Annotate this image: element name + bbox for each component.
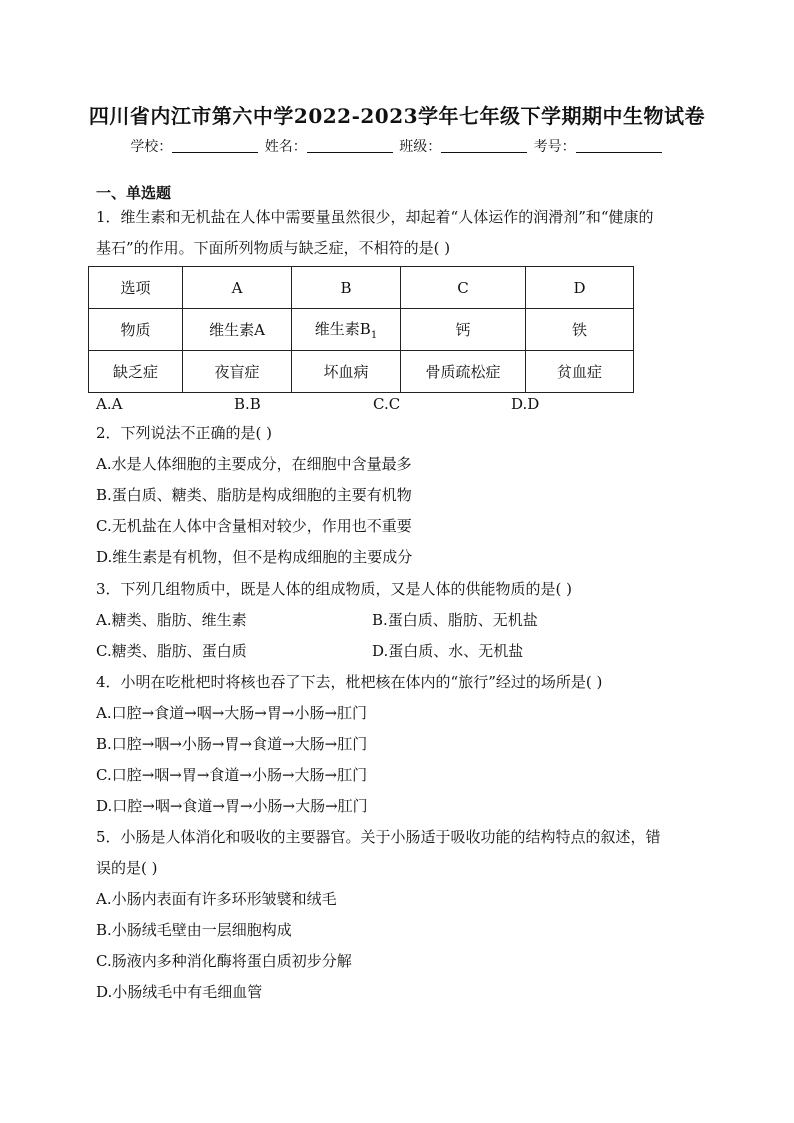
- q4-option-d[interactable]: D.口腔→咽→食道→胃→小肠→大肠→肛门: [96, 797, 368, 815]
- class-label: 班级：: [399, 139, 442, 155]
- school-label: 学校：: [130, 139, 173, 155]
- q3-option-c[interactable]: C.糖类、脂肪、蛋白质: [96, 642, 247, 660]
- q1-table: [88, 266, 634, 393]
- name-blank[interactable]: [307, 138, 393, 153]
- q2-stem: 2．下列说法不正确的是( ): [96, 424, 273, 442]
- q5-option-a[interactable]: A.小肠内表面有许多环形皱襞和绒毛: [96, 890, 337, 908]
- q4-stem: 4．小明在吃枇杷时将核也吞了下去，枇杷核在体内的“旅行”经过的场所是( ): [96, 673, 603, 691]
- table-header-cell: A: [183, 267, 292, 309]
- q3-option-a[interactable]: A.糖类、脂肪、维生素: [96, 611, 247, 629]
- q4-option-c[interactable]: C.口腔→咽→胃→食道→小肠→大肠→肛门: [96, 766, 368, 784]
- q1-option-d[interactable]: D.D: [511, 395, 540, 413]
- table-row-label: 缺乏症: [89, 351, 183, 393]
- school-blank[interactable]: [172, 138, 258, 153]
- table-row-label: 物质: [89, 309, 183, 351]
- q5-option-d[interactable]: D.小肠绒毛中有毛细血管: [96, 983, 263, 1001]
- q1-stem-line1: 1．维生素和无机盐在人体中需要量虽然很少，却起着“人体运作的润滑剂”和“健康的: [96, 208, 654, 226]
- q1-option-a[interactable]: A.A: [96, 395, 123, 413]
- table-row: [89, 351, 634, 393]
- q2-option-a[interactable]: A.水是人体细胞的主要成分，在细胞中含量最多: [96, 455, 412, 473]
- table-cell: 钙: [401, 309, 526, 351]
- q4-option-b[interactable]: B.口腔→咽→小肠→胃→食道→大肠→肛门: [96, 735, 368, 753]
- q2-option-c[interactable]: C.无机盐在人体中含量相对较少，作用也不重要: [96, 517, 412, 535]
- q3-stem: 3．下列几组物质中，既是人体的组成物质，又是人体的供能物质的是( ): [96, 580, 573, 598]
- table-header-cell: B: [292, 267, 401, 309]
- table-cell: [292, 309, 401, 351]
- q5-stem-line2: 误的是( ): [96, 859, 158, 877]
- table-cell: 铁: [526, 309, 634, 351]
- table-cell: 坏血病: [292, 351, 401, 393]
- q3-option-d[interactable]: D.蛋白质、水、无机盐: [372, 642, 524, 660]
- vitamin-b-text: 维生素B: [314, 320, 371, 338]
- class-blank[interactable]: [441, 138, 527, 153]
- q3-option-b[interactable]: B.蛋白质、脂肪、无机盐: [372, 611, 538, 629]
- table-cell: 贫血症: [526, 351, 634, 393]
- q1-stem-line2: 基石”的作用。下面所列物质与缺乏症，不相符的是( ): [96, 239, 451, 257]
- student-info-line: [0, 136, 794, 156]
- q1-option-b[interactable]: B.B: [234, 395, 261, 413]
- table-header-cell: C: [401, 267, 526, 309]
- q2-option-b[interactable]: B.蛋白质、糖类、脂肪是构成细胞的主要有机物: [96, 486, 412, 504]
- table-header-cell: D: [526, 267, 634, 309]
- q1-option-c[interactable]: C.C: [373, 395, 401, 413]
- table-row: [89, 267, 634, 309]
- table-row: [89, 309, 634, 351]
- vitamin-b-subscript: 1: [370, 330, 378, 341]
- q5-option-c[interactable]: C.肠液内多种消化酶将蛋白质初步分解: [96, 952, 352, 970]
- exam-no-label: 考号：: [533, 139, 576, 155]
- table-cell: 夜盲症: [183, 351, 292, 393]
- q2-option-d[interactable]: D.维生素是有机物，但不是构成细胞的主要成分: [96, 548, 413, 566]
- table-cell: 维生素A: [183, 309, 292, 351]
- section-heading: 一、单选题: [96, 184, 172, 202]
- exam-title: 四川省内江市第六中学2022-2023学年七年级下学期期中生物试卷: [88, 104, 706, 128]
- table-header-cell: 选项: [89, 267, 183, 309]
- name-label: 姓名：: [264, 139, 307, 155]
- q5-option-b[interactable]: B.小肠绒毛壁由一层细胞构成: [96, 921, 292, 939]
- table-cell: 骨质疏松症: [401, 351, 526, 393]
- q4-option-a[interactable]: A.口腔→食道→咽→大肠→胃→小肠→肛门: [96, 704, 368, 722]
- exam-no-blank[interactable]: [576, 138, 662, 153]
- q5-stem-line1: 5．小肠是人体消化和吸收的主要器官。关于小肠适于吸收功能的结构特点的叙述，错: [96, 828, 661, 846]
